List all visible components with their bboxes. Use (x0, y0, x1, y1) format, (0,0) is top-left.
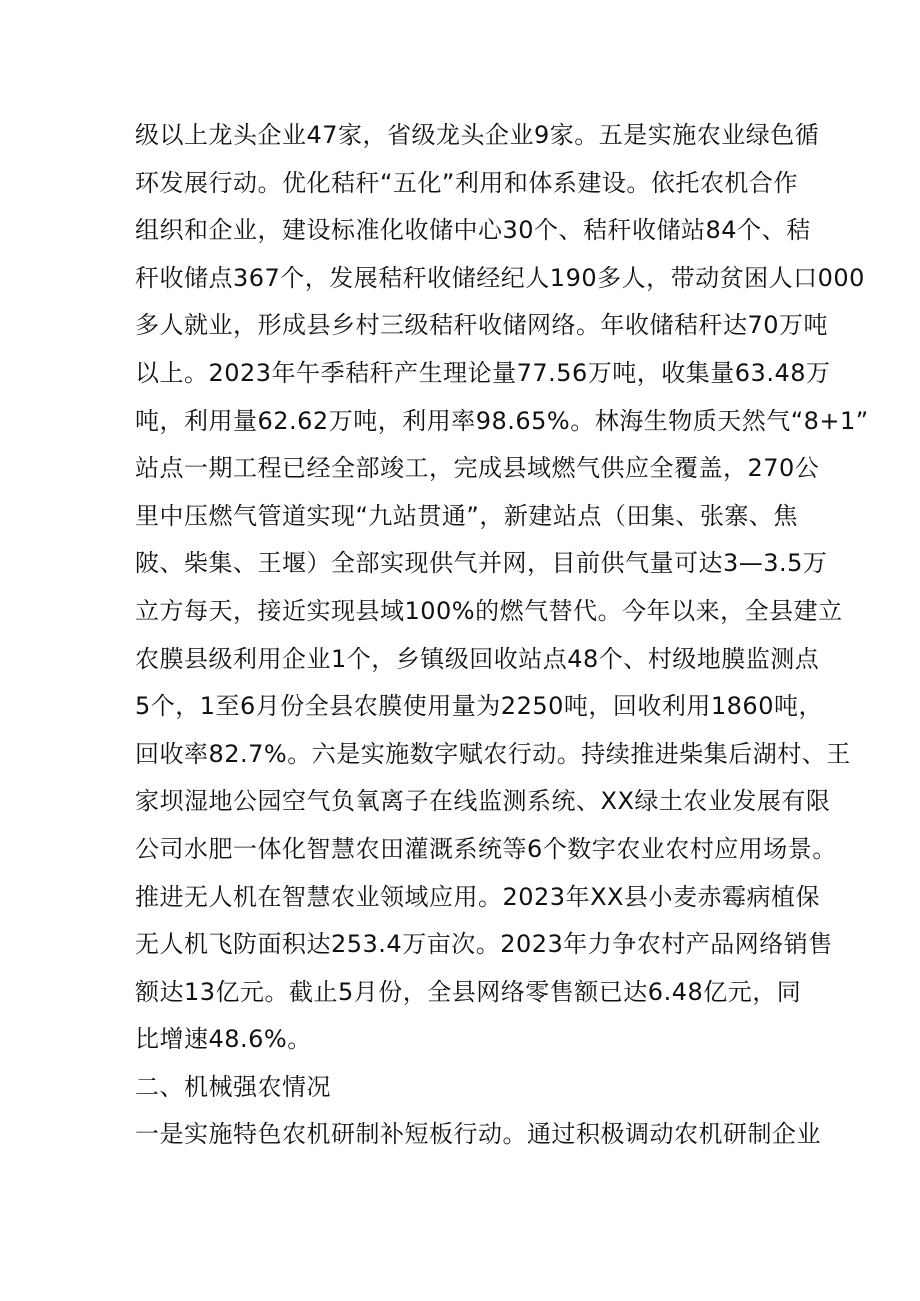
section-heading: 二、机械强农情况 (135, 1072, 331, 1101)
text-line: 回收率82.7%。六是实施数字赋农行动。持续推进柴集后湖村、王 (135, 739, 851, 768)
text-line: 5个，1至6月份全县农膜使用量为2250吨，回收利用1860吨， (135, 692, 823, 721)
text-line: 以上。2023年午季秸秆产生理论量77.56万吨，收集量63.48万 (135, 358, 831, 387)
text-line: 多人就业，形成县乡村三级秸秆收储网络。年收储秸秆达70万吨 (135, 311, 829, 340)
text-line: 级以上龙头企业47家，省级龙头企业9家。五是实施农业绿色循 (135, 121, 820, 149)
text-line: 农膜县级利用企业1个，乡镇级回收站点48个、村级地膜监测点 (135, 644, 820, 673)
text-line: 站点一期工程已经全部竣工，完成县域燃气供应全覆盖，270公 (135, 454, 820, 483)
text-line: 家坝湿地公园空气负氧离子在线监测系统、XX绿土农业发展有限 (135, 787, 831, 816)
text-line: 组织和企业，建设标准化收储中心30个、秸秆收储站84个、秸 (135, 216, 811, 245)
text-line: 秆收储点367个，发展秸秆收储经纪人190多人，带动贫困人口000 (135, 263, 865, 292)
text-line: 推进无人机在智慧农业领域应用。2023年XX县小麦赤霉病植保 (135, 882, 820, 911)
text-line: 吨，利用量62.62万吨，利用率98.65%。林海生物质天然气“8+1” (135, 406, 869, 435)
paragraph-last-line: 比增速48.6%。 (135, 1025, 312, 1054)
document-body (135, 112, 869, 1159)
text-line: 里中压燃气管道实现“九站贯通”，新建站点（田集、张寨、焦 (135, 501, 798, 530)
text-line: 立方每天，接近实现县域100%的燃气替代。今年以来，全县建立 (135, 596, 843, 625)
text-line: 一是实施特色农机研制补短板行动。通过积极调动农机研制企业 (135, 1120, 821, 1149)
text-line: 环发展行动。优化秸秆“五化”利用和体系建设。依托农机合作 (135, 168, 798, 197)
text-line: 公司水肥一体化智慧农田灌溉系统等6个数字农业农村应用场景。 (135, 834, 837, 863)
text-line: 额达13亿元。截止5月份，全县网络零售额已达6.48亿元，同 (135, 977, 802, 1006)
text-line: 陂、柴集、王堰）全部实现供气并网，目前供气量可达3—3.5万 (135, 549, 828, 578)
text-line: 无人机飞防面积达253.4万亩次。2023年力争农村产品网络销售 (135, 930, 833, 959)
